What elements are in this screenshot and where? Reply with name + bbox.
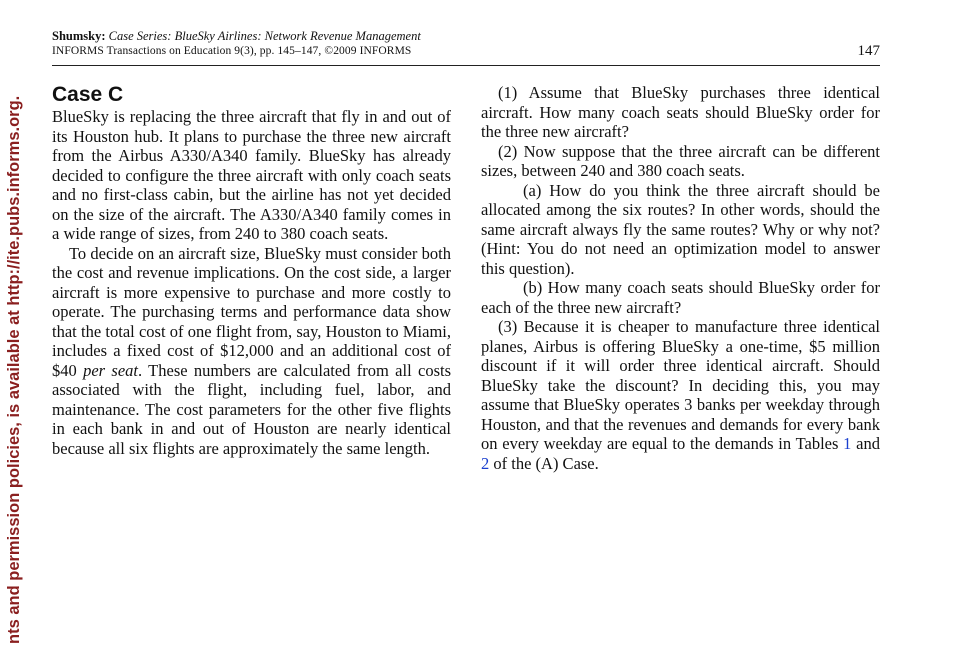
question-3-and: and	[851, 434, 880, 453]
question-3	[481, 317, 880, 473]
header-title: Case Series: BlueSky Airlines: Network Revenue Management	[108, 29, 421, 43]
page-header	[52, 29, 880, 58]
table-1-link[interactable]: 1	[843, 434, 852, 453]
paragraph-cost-emphasis: per seat	[83, 360, 139, 380]
question-2a: (a) How do you think the three aircraft should be allocated among the six routes? In other words, should the same aircraft always fly the same routes? Why or why not? (Hint: You do not need an optimization model to answer this question).	[481, 180, 880, 278]
section-heading: Case C	[52, 83, 124, 106]
paragraph-cost	[52, 244, 451, 459]
table-2-link[interactable]: 2	[481, 453, 490, 473]
sidebar-watermark	[0, 0, 40, 657]
sidebar-permission-text: nts and permission policies, is available at http://ite.pubs.informs.org.	[5, 95, 23, 644]
header-authors: Shumsky:	[52, 29, 106, 43]
right-column	[481, 83, 880, 473]
question-2: (2) Now suppose that the three aircraft can be different sizes, between 240 and 380 coach seats.	[481, 141, 880, 180]
paragraph-intro: BlueSky is replacing the three aircraft that fly in and out of its Houston hub. It plans to purchase the three new aircraft from the Airbus A330/A340 family. BlueSky has already decided to configure the three aircraft with only coach seats and no first-class cabin, but the airline has not yet decided on the size of the aircraft. The A330/A340 family comes in a wide range of sizes, from 240 to 380 coach seats.	[52, 107, 451, 243]
paragraph-cost-part1: To decide on an aircraft size, BlueSky must consider both the cost and revenue implications. On the cost side, a larger aircraft is more expensive to purchase and more costly to operate. The purchasing terms and performance data show that the total cost of one flight from, say, Houston to Miami, includes a fixed cost of $12,000 and an additional cost of $40	[52, 243, 451, 380]
question-3-text: (3) Because it is cheaper to manufacture three identical planes, Airbus is offering BlueSky a one-time, $5 million discount if it will order three identical aircraft. Should BlueSky take the discount? In deciding this, you may assume that BlueSky operates 3 banks per weekday through Houston, and that the revenues and demands for every bank on every weekday are equal to the demands in Tables	[481, 317, 880, 453]
page-number: 147	[857, 43, 880, 59]
question-2b: (b) How many coach seats should BlueSky order for each of the three new aircraft?	[481, 278, 880, 317]
paragraph-cost-part2: . These numbers are calculated from all costs associated with the flight, including fuel, labor, and maintenance. The cost parameters for the other five flights in each bank in and out of Houston are nearly identical because all six flights are approximately the same length.	[52, 360, 452, 458]
running-head	[52, 29, 880, 44]
left-column	[52, 83, 451, 458]
header-citation: INFORMS Transactions on Education 9(3), pp. 145–147, ©2009 INFORMS	[52, 45, 412, 57]
question-1: (1) Assume that BlueSky purchases three identical aircraft. How many coach seats should BlueSky order for the three new aircraft?	[481, 83, 880, 141]
question-3-end: of the (A) Case.	[489, 453, 599, 473]
header-rule	[52, 65, 880, 66]
